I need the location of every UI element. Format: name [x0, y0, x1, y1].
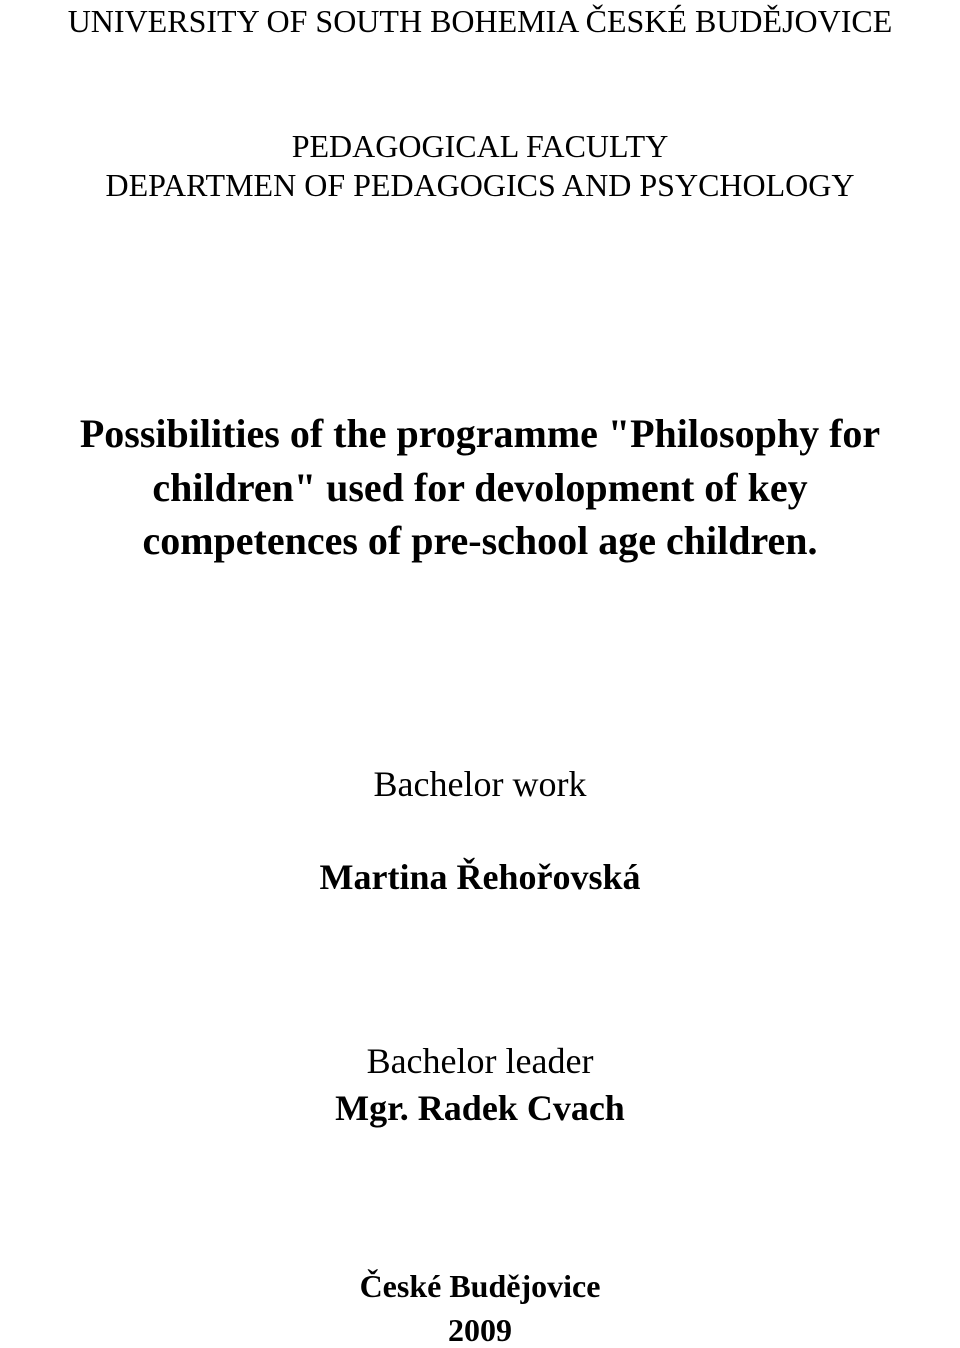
- year: 2009: [448, 1312, 512, 1348]
- thesis-title-line: children" used for devolopment of key: [152, 465, 808, 510]
- supervisor-name: Mgr. Radek Cvach: [335, 1088, 625, 1128]
- place: České Budějovice: [359, 1268, 601, 1304]
- department-name: DEPARTMEN OF PEDAGOGICS AND PSYCHOLOGY: [105, 167, 855, 203]
- thesis-title-line: competences of pre-school age children.: [142, 518, 818, 563]
- work-type: Bachelor work: [373, 764, 587, 804]
- author-name: Martina Řehořovská: [319, 857, 641, 897]
- faculty-name: PEDAGOGICAL FACULTY: [291, 128, 669, 164]
- supervisor-label: Bachelor leader: [366, 1041, 594, 1081]
- university-name: UNIVERSITY OF SOUTH BOHEMIA ČESKÉ BUDĚJOVICE: [67, 3, 893, 39]
- thesis-title-line: Possibilities of the programme "Philosophy for: [79, 411, 881, 456]
